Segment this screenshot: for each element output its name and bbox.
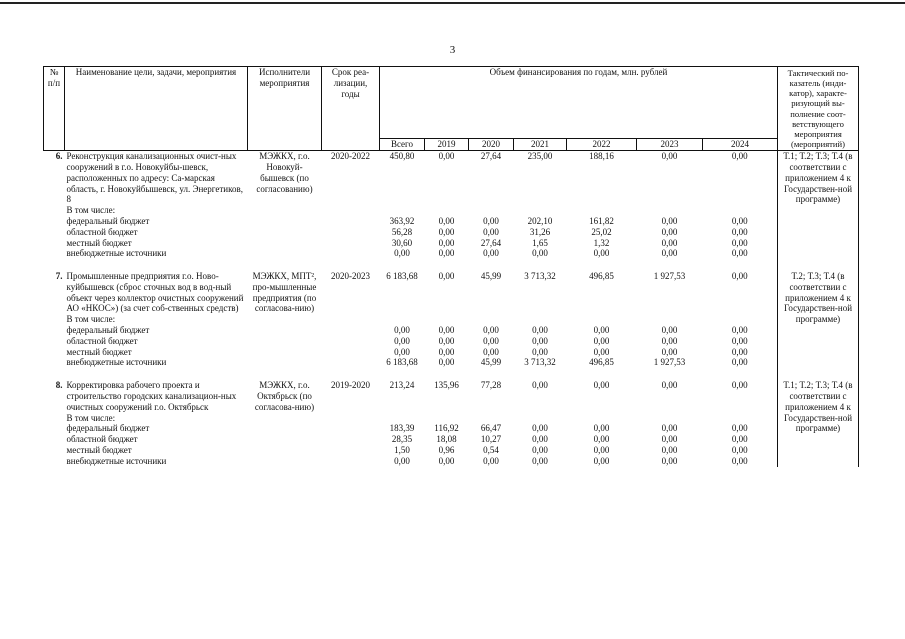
source-value: 0,00 xyxy=(438,226,455,237)
source-value: 0,00 xyxy=(394,455,410,466)
source-value: 0,00 xyxy=(593,434,610,445)
source-value: 0,00 xyxy=(593,445,610,456)
table-row xyxy=(44,151,859,205)
source-value: 0,00 xyxy=(593,455,610,466)
table-row xyxy=(44,205,859,216)
source-label: федеральный бюджет xyxy=(66,325,150,336)
source-label: областной бюджет xyxy=(66,434,138,445)
table-row xyxy=(44,413,859,424)
header-year-2022: 2022 xyxy=(567,139,637,151)
source-value: 0,00 xyxy=(731,445,748,456)
source-value: 0,00 xyxy=(438,237,455,248)
source-value: 0,00 xyxy=(532,248,548,259)
source-value: 0,54 xyxy=(483,445,499,456)
header-year-2019: 2019 xyxy=(425,139,469,151)
header-name: Наименование цели, задачи, мероприятия xyxy=(65,67,248,151)
total-value: 0,00 xyxy=(593,380,610,391)
source-value: 0,00 xyxy=(532,445,548,456)
source-value: 0,00 xyxy=(438,357,455,368)
measure-executor: МЭЖКХ, г.о. Новокуй-бышевск (по согласованию) xyxy=(256,151,313,194)
source-label: местный бюджет xyxy=(66,237,132,248)
source-value: 0,00 xyxy=(438,346,455,357)
source-label: местный бюджет xyxy=(66,445,132,456)
source-value: 0,00 xyxy=(661,434,678,445)
source-value: 0,00 xyxy=(731,215,748,226)
source-value: 3 713,32 xyxy=(524,357,556,368)
header-no: № п/п xyxy=(44,67,65,151)
source-row xyxy=(44,216,859,227)
source-value: 31,26 xyxy=(529,226,551,237)
source-value: 0,00 xyxy=(394,325,410,336)
source-value: 0,00 xyxy=(731,237,748,248)
total-value: 45,99 xyxy=(480,271,502,282)
source-value: 0,00 xyxy=(593,423,610,434)
tactical-indicator: Т.2; Т.3; Т.4 (в соответствии с приложением 4 к Государствен-ной программе) xyxy=(778,271,859,368)
source-value: 6 183,68 xyxy=(386,357,418,368)
page-number: 3 xyxy=(449,44,456,56)
source-value: 0,00 xyxy=(731,248,748,259)
total-value: 0,00 xyxy=(532,380,548,391)
total-value: 27,64 xyxy=(480,151,502,162)
header-year-total: Всего xyxy=(380,139,425,151)
row-spacer xyxy=(44,368,859,380)
measure-period: 2019-2020 xyxy=(331,380,370,391)
source-value: 0,00 xyxy=(731,325,748,336)
source-value: 0,00 xyxy=(593,335,610,346)
table-row xyxy=(44,380,859,412)
measure-name: Реконструкция канализационных очист-ных сооружений в г.о. Новокуйбы-шевск, расположенных по адресу: Са-марская область, г. Новокуйбышевск, ул. Энергетиков, 8 xyxy=(66,151,243,205)
source-row xyxy=(44,423,859,434)
total-value: 0,00 xyxy=(731,271,748,282)
source-value: 66,47 xyxy=(480,423,502,434)
source-label: федеральный бюджет xyxy=(66,215,150,226)
source-value: 0,00 xyxy=(593,325,610,336)
source-value: 10,27 xyxy=(480,434,502,445)
table-row xyxy=(44,271,859,314)
source-value: 0,00 xyxy=(438,455,455,466)
total-value: 0,00 xyxy=(661,380,678,391)
row-number: 6. xyxy=(55,151,63,162)
total-value: 235,00 xyxy=(527,151,553,162)
header-year-2020: 2020 xyxy=(469,139,514,151)
header-executor: Исполнители мероприятия xyxy=(248,67,322,151)
source-value: 18,08 xyxy=(436,434,457,445)
source-value: 0,00 xyxy=(661,423,678,434)
source-value: 0,00 xyxy=(661,325,678,336)
source-value: 0,00 xyxy=(394,346,410,357)
source-value: 0,00 xyxy=(394,335,410,346)
source-value: 0,00 xyxy=(661,237,678,248)
row-spacer xyxy=(44,259,859,271)
source-value: 0,00 xyxy=(483,215,499,226)
source-value: 0,00 xyxy=(532,346,548,357)
source-value: 0,96 xyxy=(438,445,455,456)
header-tactical: Тактический по-казатель (инди-катор), характе-ризующий вы-полнение соот-ветствующего мероприятия (мероприятий) xyxy=(778,67,859,151)
total-value: 0,00 xyxy=(438,151,455,162)
source-value: 0,00 xyxy=(532,434,548,445)
total-value: 0,00 xyxy=(661,151,678,162)
source-value: 0,00 xyxy=(661,215,678,226)
source-value: 25,02 xyxy=(591,226,612,237)
source-value: 0,00 xyxy=(661,455,678,466)
source-value: 161,82 xyxy=(589,215,614,226)
source-row xyxy=(44,238,859,249)
source-row xyxy=(44,434,859,445)
measure-executor: МЭЖКХ, МПТ², про-мышленные предприятия (по согласова-нию) xyxy=(252,271,317,314)
source-value: 0,00 xyxy=(661,346,678,357)
source-value: 0,00 xyxy=(731,434,748,445)
total-value: 0,00 xyxy=(731,380,748,391)
including-label: В том числе: xyxy=(66,314,116,325)
header-period: Срок реа-лизации, годы xyxy=(322,67,380,151)
table-row xyxy=(44,314,859,325)
top-border-line xyxy=(0,2,905,4)
source-value: 0,00 xyxy=(661,248,678,259)
source-label: внебюджетные источники xyxy=(66,248,167,259)
source-value: 116,92 xyxy=(434,423,459,434)
total-value: 0,00 xyxy=(731,151,748,162)
source-value: 0,00 xyxy=(532,423,548,434)
source-label: федеральный бюджет xyxy=(66,423,150,434)
source-value: 0,00 xyxy=(731,357,748,368)
header-financing: Объем финансирования по годам, млн. рублей xyxy=(380,67,778,139)
source-value: 0,00 xyxy=(483,455,499,466)
source-value: 496,85 xyxy=(589,357,614,368)
financing-table xyxy=(43,66,859,467)
total-value: 450,80 xyxy=(389,151,415,162)
source-value: 0,00 xyxy=(483,248,499,259)
total-value: 6 183,68 xyxy=(386,271,418,282)
source-value: 0,00 xyxy=(593,248,610,259)
source-value: 1,65 xyxy=(532,237,548,248)
row-number: 7. xyxy=(55,271,63,282)
total-value: 77,28 xyxy=(480,380,502,391)
source-value: 0,00 xyxy=(661,335,678,346)
source-row xyxy=(44,227,859,238)
source-value: 0,00 xyxy=(438,325,455,336)
total-value: 1 927,53 xyxy=(653,271,686,282)
source-label: внебюджетные источники xyxy=(66,455,167,466)
total-value: 0,00 xyxy=(438,271,455,282)
source-row xyxy=(44,445,859,456)
source-label: местный бюджет xyxy=(66,346,132,357)
source-value: 0,00 xyxy=(731,455,748,466)
source-value: 0,00 xyxy=(483,325,499,336)
header-year-2024: 2024 xyxy=(703,139,778,151)
source-value: 0,00 xyxy=(731,346,748,357)
source-value: 1,32 xyxy=(593,237,610,248)
tactical-indicator: Т.1; Т.2; Т.3; Т.4 (в соответствии с приложением 4 к Государствен-ной программе) xyxy=(778,380,859,466)
total-value: 496,85 xyxy=(589,271,614,282)
source-label: областной бюджет xyxy=(66,335,138,346)
source-value: 0,00 xyxy=(731,335,748,346)
source-row xyxy=(44,347,859,358)
source-value: 1 927,53 xyxy=(653,357,686,368)
row-number: 8. xyxy=(55,380,63,391)
source-row xyxy=(44,248,859,259)
measure-name: Промышленные предприятия г.о. Ново-куйбышевск (сброс сточных вод в вод-ный объект через коллектор очистных сооружений АО «НКОС») (за счет соб-ственных средств) xyxy=(66,271,244,314)
source-value: 0,00 xyxy=(483,226,499,237)
source-value: 0,00 xyxy=(731,226,748,237)
source-value: 28,35 xyxy=(391,434,413,445)
header-year-2023: 2023 xyxy=(637,139,703,151)
source-value: 0,00 xyxy=(483,346,499,357)
source-value: 363,92 xyxy=(389,215,415,226)
total-value: 188,16 xyxy=(589,151,614,162)
including-label: В том числе: xyxy=(66,205,116,216)
source-label: областной бюджет xyxy=(66,226,138,237)
source-row xyxy=(44,357,859,368)
source-value: 0,00 xyxy=(532,325,548,336)
tactical-indicator: Т.1; Т.2; Т.3; Т.4 (в соответствии с приложением 4 к Государствен-ной программе) xyxy=(778,151,859,259)
including-label: В том числе: xyxy=(66,412,116,423)
source-value: 30,60 xyxy=(391,237,413,248)
source-value: 0,00 xyxy=(438,335,455,346)
measure-executor: МЭЖКХ, г.о. Октябрьск (по согласова-нию) xyxy=(254,380,315,412)
source-value: 0,00 xyxy=(731,423,748,434)
source-value: 45,99 xyxy=(480,357,502,368)
table-body xyxy=(44,151,859,467)
measure-period: 2020-2022 xyxy=(331,151,370,162)
source-value: 0,00 xyxy=(483,335,499,346)
source-row xyxy=(44,456,859,467)
table-header xyxy=(44,67,859,151)
source-value: 183,39 xyxy=(389,423,415,434)
source-value: 0,00 xyxy=(593,346,610,357)
measure-name: Корректировка рабочего проекта и строительство городских канализацион-ных очистных сооружений г.о. Октябрьск xyxy=(66,380,237,412)
source-value: 27,64 xyxy=(480,237,502,248)
source-value: 0,00 xyxy=(661,445,678,456)
source-value: 0,00 xyxy=(532,335,548,346)
source-row xyxy=(44,325,859,336)
header-year-2021: 2021 xyxy=(514,139,567,151)
measure-period: 2020-2023 xyxy=(331,271,370,282)
total-value: 135,96 xyxy=(434,380,459,391)
total-value: 213,24 xyxy=(389,380,415,391)
source-value: 0,00 xyxy=(438,215,455,226)
source-value: 202,10 xyxy=(527,215,553,226)
source-value: 0,00 xyxy=(438,248,455,259)
source-value: 1,50 xyxy=(394,445,410,456)
source-value: 56,28 xyxy=(391,226,413,237)
source-value: 0,00 xyxy=(532,455,548,466)
total-value: 3 713,32 xyxy=(524,271,556,282)
source-value: 0,00 xyxy=(394,248,410,259)
source-label: внебюджетные источники xyxy=(66,357,167,368)
source-row xyxy=(44,336,859,347)
source-value: 0,00 xyxy=(661,226,678,237)
